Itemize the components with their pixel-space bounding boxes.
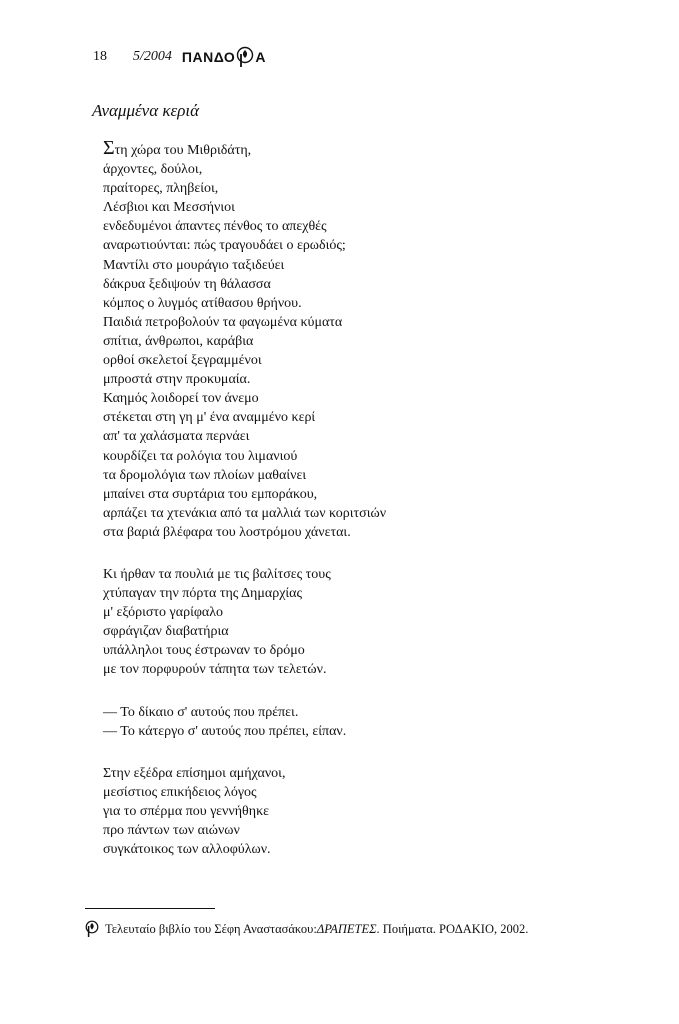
- poem-line: Καημός λοιδορεί τον άνεμο: [103, 391, 259, 407]
- footnote: [85, 920, 528, 938]
- poem-initial-letter: Σ: [103, 137, 115, 159]
- poem-line: — Το κάτεργο σ' αυτούς που πρέπει, είπαν.: [103, 723, 347, 739]
- running-header: [93, 45, 266, 69]
- poem-line: μπαίνει στα συρτάρια του εμποράκου,: [103, 486, 318, 502]
- poem-body: [103, 137, 623, 882]
- footnote-text-after: . Ποιήματα. ΡΟΔΑΚΙΟ, 2002.: [376, 921, 529, 936]
- footnote-text-before: Τελευταίο βιβλίο του Σέφη Αναστασάκου:: [105, 921, 317, 936]
- poem-line: αναρωτιούνται: πώς τραγουδάει ο ερωδιός;: [103, 238, 346, 254]
- poem-stanza: [103, 703, 623, 741]
- poem-line: ορθοί σκελετοί ξεγραμμένοι: [103, 353, 262, 369]
- poem-line: απ' τα χαλάσματα περνάει: [103, 429, 250, 445]
- poem-line: [103, 137, 623, 160]
- poem-line: Στην εξέδρα επίσημοι αμήχανοι,: [103, 765, 286, 781]
- poem-line: μπροστά στην προκυμαία.: [103, 372, 251, 388]
- poem-line: κόμπος ο λυγμός ατίθασου θρήνου.: [103, 295, 302, 311]
- poem-line: μ' εξόριστο γαρίφαλο: [103, 605, 224, 621]
- poem-line: τα δρομολόγια των πλοίων μαθαίνει: [103, 467, 307, 483]
- poem-line: Κι ήρθαν τα πουλιά με τις βαλίτσες τους: [103, 566, 331, 582]
- poem-line: μεσίστιος επικήδειος λόγος: [103, 784, 257, 800]
- poem-line: σπίτια, άνθρωποι, καράβια: [103, 333, 254, 349]
- poem-line: προ πάντων των αιώνων: [103, 823, 240, 838]
- poem-line: ενδεδυμένοι άπαντες πένθος το απεχθές: [103, 219, 327, 235]
- poem-line-text: τη χώρα του Μιθριδάτη,: [114, 143, 252, 158]
- poem-line: πραίτορες, πληβείοι,: [103, 181, 219, 197]
- poem-line: με τον πορφυρούν τάπητα των τελετών.: [103, 662, 327, 678]
- logo-text-right: Α: [255, 49, 266, 65]
- poem-line: αρπάζει τα χτενάκια από τα μαλλιά των κοριτσιών: [103, 505, 387, 521]
- poem-line: Παιδιά πετροβολούν τα φαγωμένα κύματα: [103, 314, 343, 330]
- poem-line: χτύπαγαν την πόρτα της Δημαρχίας: [103, 586, 303, 602]
- poem-stanza: [103, 565, 623, 680]
- footnote-book-title: ΔΡΑΠΕΤΕΣ: [316, 921, 377, 936]
- poem-line: δάκρυα ξεδιψούν τη θάλασσα: [103, 276, 271, 292]
- footnote-rho-flame-icon: [85, 920, 99, 938]
- poem-line: Μαντίλι στο μουράγιο ταξιδεύει: [103, 257, 285, 273]
- poem-line: για το σπέρμα που γεννήθηκε: [103, 803, 270, 819]
- poem-line: στα βαριά βλέφαρα του λοστρόμου χάνεται.: [103, 524, 351, 540]
- poem-stanza: [103, 764, 623, 859]
- poem-line: σφράγιζαν διαβατήρια: [103, 624, 229, 640]
- logo-text-left: ΠΑΝΔΟ: [181, 49, 236, 65]
- poem-line: κουρδίζει τα ρολόγια του λιμανιού: [103, 448, 298, 464]
- poem-line: Λέσβιοι και Μεσσήνιοι: [103, 200, 235, 216]
- poem-line: συγκάτοικος των αλλοφύλων.: [103, 842, 271, 858]
- footnote-divider: [85, 908, 215, 909]
- issue-number: 5/2004: [133, 49, 172, 64]
- poem-line: άρχοντες, δούλοι,: [103, 162, 203, 178]
- logo-rho-flame-icon: [236, 46, 254, 68]
- poem-line: στέκεται στη γη μ' ένα αναμμένο κερί: [103, 410, 316, 426]
- poem-stanza: [103, 137, 623, 542]
- poem-title: Αναμμένα κεριά: [92, 101, 200, 120]
- poem-line: υπάλληλοι τους έστρωναν το δρόμο: [103, 643, 305, 659]
- poem-line: — Το δίκαιο σ' αυτούς που πρέπει.: [103, 704, 299, 720]
- magazine-logo: [182, 46, 266, 68]
- page-number: 18: [93, 49, 107, 64]
